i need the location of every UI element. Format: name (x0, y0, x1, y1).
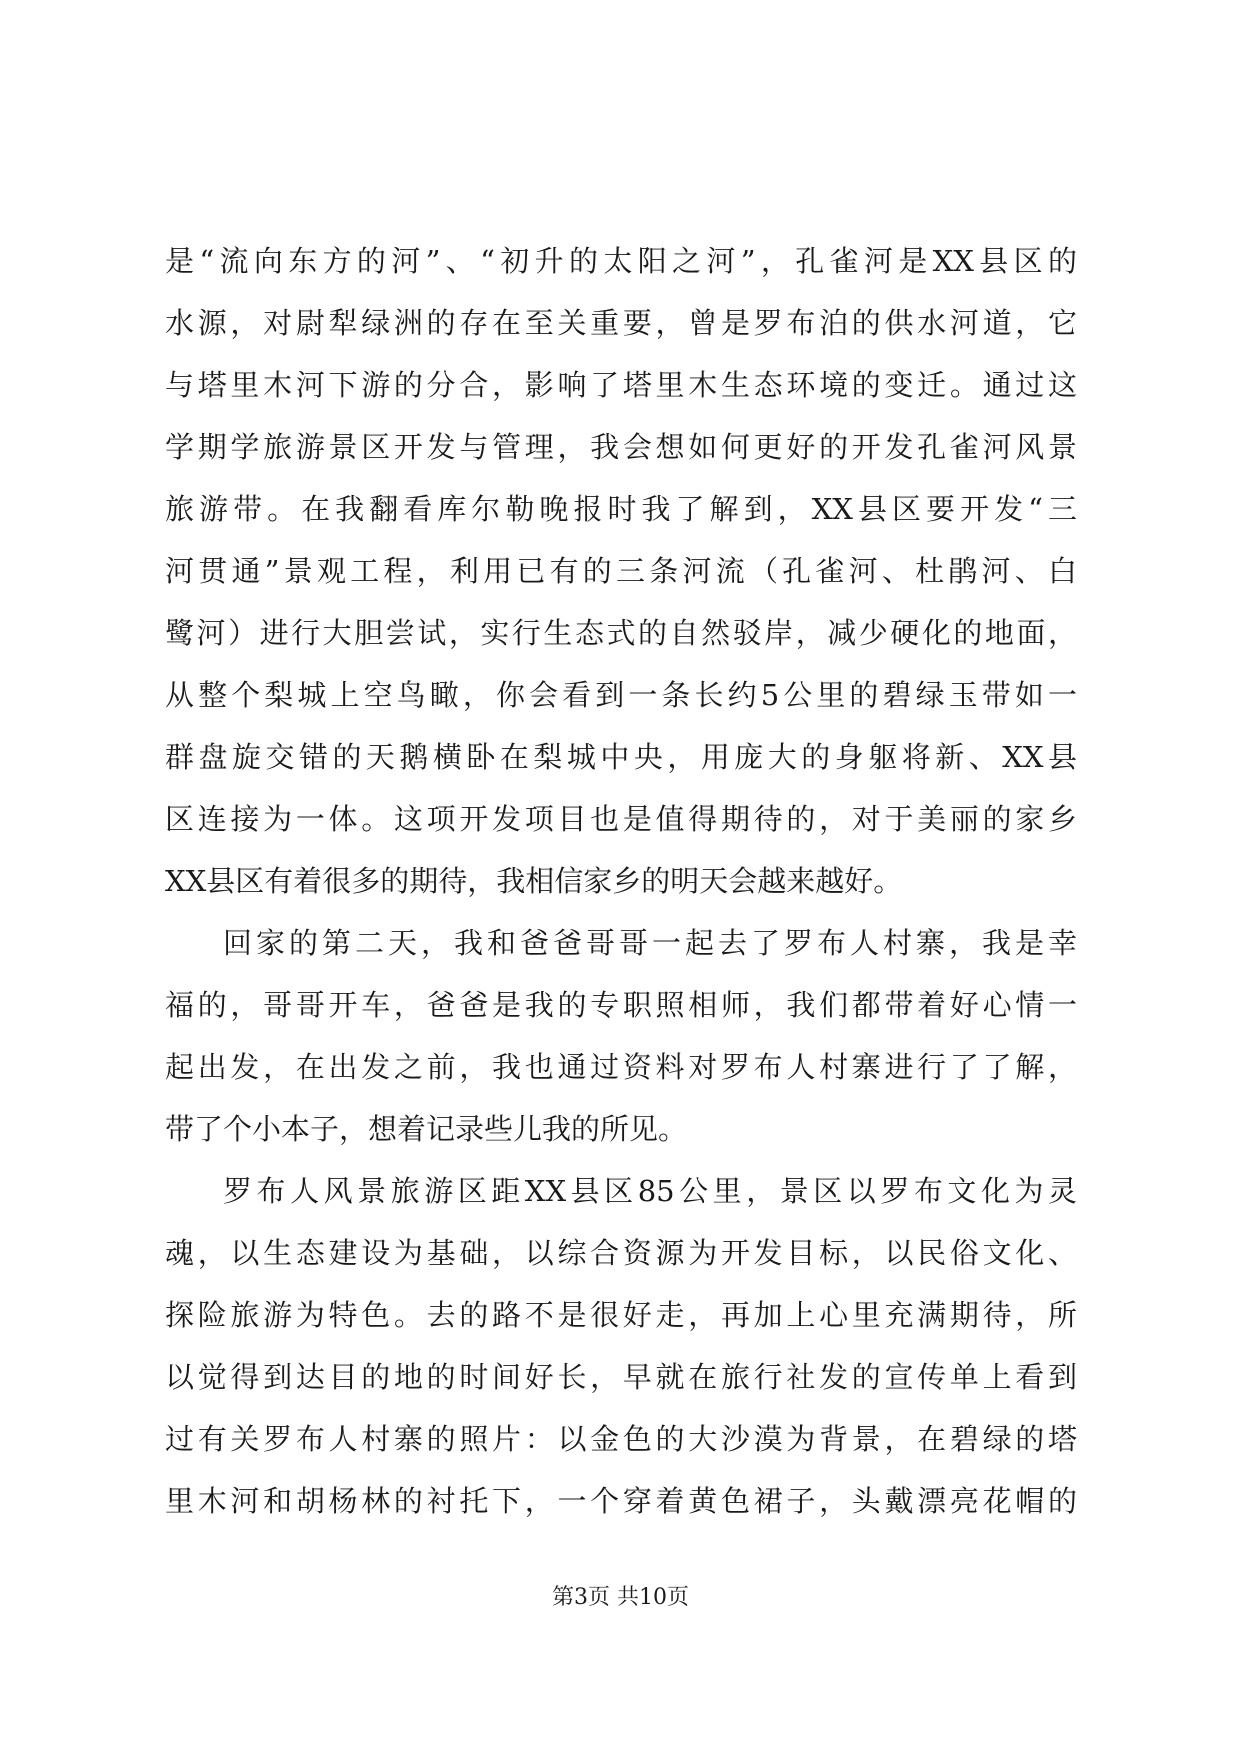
text-line: 魂，以生态建设为基础，以综合资源为开发目标，以民俗文化、 (165, 1236, 1077, 1270)
text-line: 鹭河）进行大胆尝试，实行生态式的自然驳岸，减少硬化的地面， (165, 616, 1077, 650)
text-line: 起出发，在出发之前，我也通过资料对罗布人村寨进行了了解， (165, 1050, 1077, 1084)
text-line: 带了个小本子，想着记录些儿我的所见。 (165, 1112, 688, 1146)
text-line: 罗布人风景旅游区距XX县区85公里，景区以罗布文化为灵 (223, 1174, 1077, 1208)
text-line: 水源，对尉犁绿洲的存在至关重要，曾是罗布泊的供水河道，它 (165, 306, 1077, 340)
text-line: 群盘旋交错的天鹅横卧在梨城中央，用庞大的身躯将新、XX县 (165, 740, 1077, 774)
text-line: 以觉得到达目的地的时间好长，早就在旅行社发的宣传单上看到 (165, 1360, 1077, 1394)
text-line: 过有关罗布人村寨的照片：以金色的大沙漠为背景，在碧绿的塔 (165, 1422, 1077, 1456)
text-line: 探险旅游为特色。去的路不是很好走，再加上心里充满期待，所 (165, 1298, 1077, 1332)
page-number-footer: 第3页 共10页 (552, 1585, 689, 1610)
text-line: 学期学旅游景区开发与管理，我会想如何更好的开发孔雀河风景 (165, 430, 1077, 464)
text-line: 福的，哥哥开车，爸爸是我的专职照相师，我们都带着好心情一 (165, 988, 1077, 1022)
document-body (165, 230, 1077, 1532)
text-line: 河贯通”景观工程，利用已有的三条河流（孔雀河、杜鹃河、白 (165, 554, 1077, 588)
text-line: 区连接为一体。这项开发项目也是值得期待的，对于美丽的家乡 (165, 802, 1077, 836)
text-line: 是“流向东方的河”、“初升的太阳之河”，孔雀河是XX县区的 (165, 244, 1077, 278)
text-line: 旅游带。在我翻看库尔勒晚报时我了解到，XX县区要开发“三 (165, 492, 1077, 526)
text-line: XX县区有着很多的期待，我相信家乡的明天会越来越好。 (165, 864, 903, 898)
text-line: 里木河和胡杨林的衬托下，一个穿着黄色裙子，头戴漂亮花帽的 (165, 1484, 1077, 1518)
text-line: 与塔里木河下游的分合，影响了塔里木生态环境的变迁。通过这 (165, 368, 1077, 402)
text-line: 回家的第二天，我和爸爸哥哥一起去了罗布人村寨，我是幸 (223, 926, 1077, 960)
text-line: 从整个梨城上空鸟瞰，你会看到一条长约5公里的碧绿玉带如一 (165, 678, 1077, 712)
